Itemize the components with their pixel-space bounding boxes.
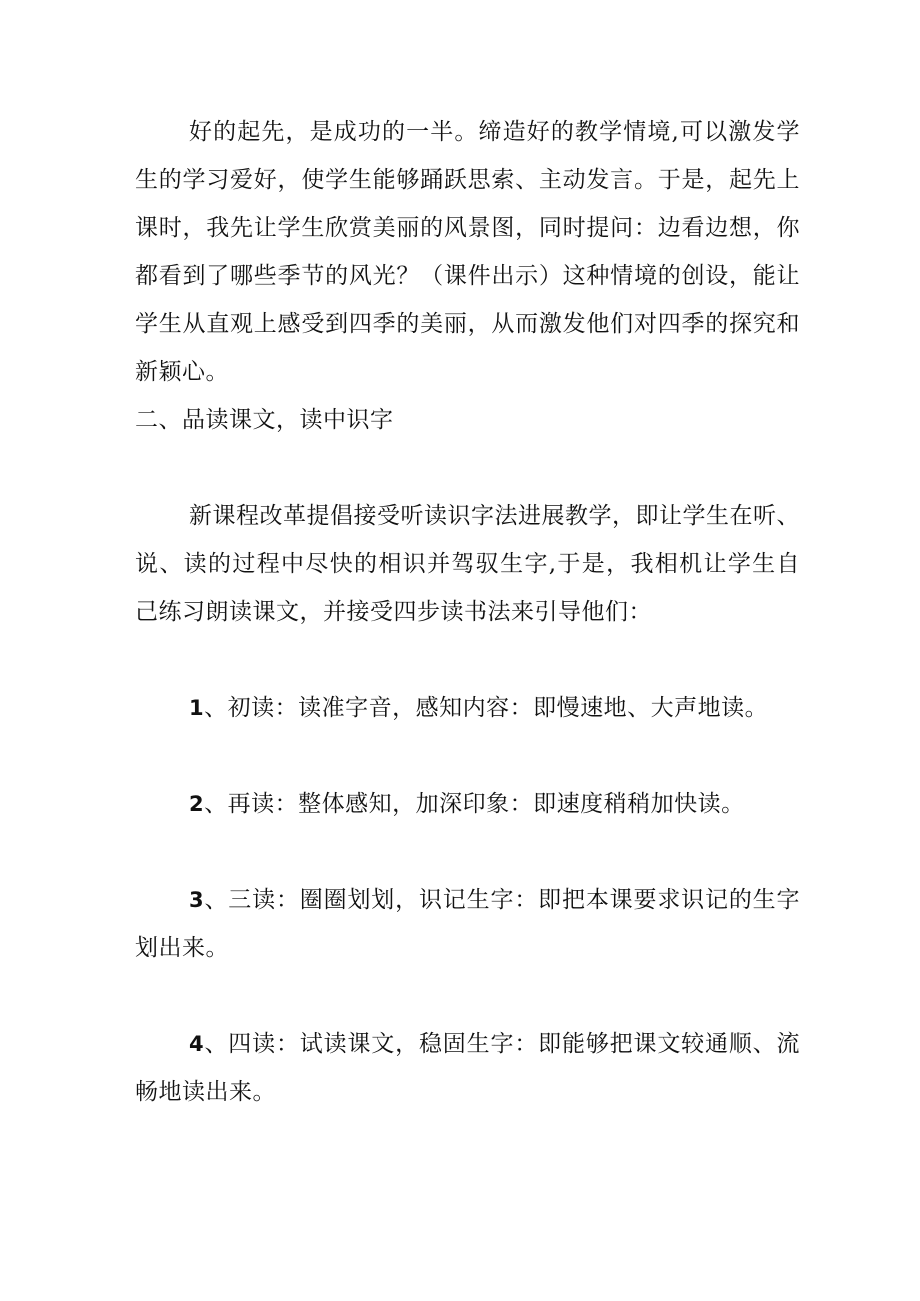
step-item-3 [135,876,800,972]
method-paragraph: 新课程改革提倡接受听读识字法进展教学，即让学生在听、说、读的过程中尽快的相识并驾驭生字,于是，我相机让学生自己练习朗读课文，并接受四步读书法来引导他们： [135,503,800,625]
step-item-4 [135,1020,800,1116]
intro-paragraph: 好的起先，是成功的一半。缔造好的教学情境,可以激发学生的学习爱好，使学生能够踊跃思索、主动发言。于是，起先上课时，我先让学生欣赏美丽的风景图，同时提问：边看边想，你都看到了哪些季节的风光？（课件出示）这种情境的创设，能让学生从直观上感受到四季的美丽，从而激发他们对四季的探究和新颖心。 [135,119,800,385]
step-item-1 [135,684,800,732]
step-text: 、初读：读准字音，感知内容：即慢速地、大声地读。 [204,695,769,721]
step-text: 、四读：试读课文，稳固生字：即能够把课文较通顺、流畅地读出来。 [135,1031,800,1105]
step-number: 2 [189,792,205,816]
step-item-2 [135,780,800,828]
step-text: 、再读：整体感知，加深印象：即速度稍稍加快读。 [204,791,745,817]
step-number: 3 [189,888,205,912]
step-number: 1 [189,696,205,720]
section-heading: 二、品读课文，读中识字 [135,407,394,433]
step-text: 、三读：圈圈划划，识记生字：即把本课要求识记的生字划出来。 [135,887,800,961]
step-number: 4 [189,1032,205,1056]
